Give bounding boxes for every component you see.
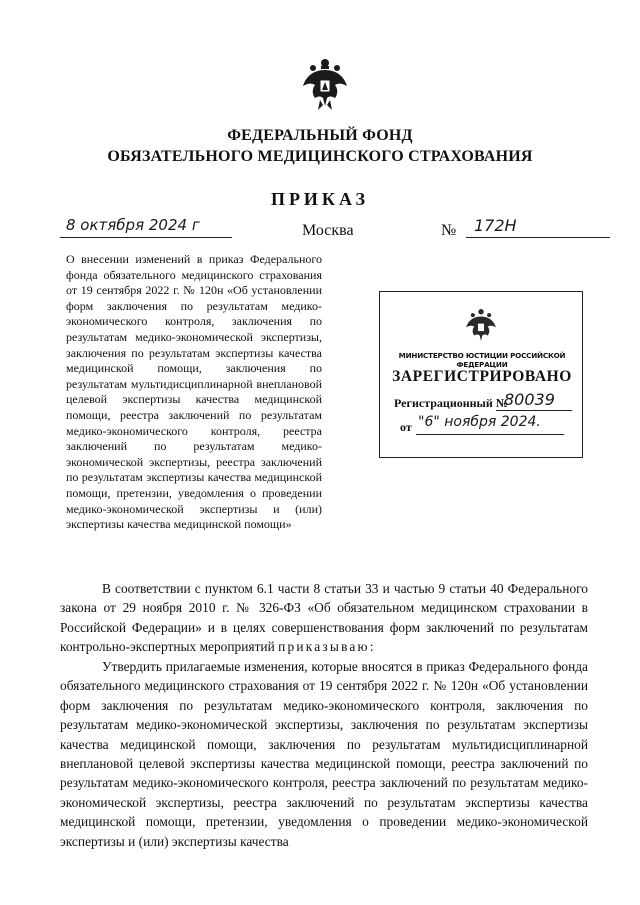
- stamp-eagle-emblem-icon: [464, 307, 498, 345]
- number-sign: №: [441, 222, 457, 239]
- stamp-date-underline: [416, 434, 564, 435]
- stamp-ministry-name: МИНИСТЕРСТВО ЮСТИЦИИ РОССИЙСКОЙ ФЕДЕРАЦИИ: [398, 351, 566, 369]
- double-headed-eagle-emblem-icon: [300, 56, 350, 112]
- order-number-handwritten: 172Н: [474, 216, 517, 235]
- stamp-registration-number: 80039: [504, 390, 555, 409]
- org-name-line2: ОБЯЗАТЕЛЬНОГО МЕДИЦИНСКОГО СТРАХОВАНИЯ: [107, 148, 533, 165]
- body-paragraph-1: [60, 579, 588, 657]
- date-underline: [60, 237, 232, 238]
- document-type-title: ПРИКАЗ: [270, 189, 370, 209]
- stamp-registration-date: "6" ноября 2024.: [418, 414, 541, 430]
- stamp-registered-label: ЗАРЕГИСТРИРОВАНО: [392, 368, 572, 385]
- preamble-text: В соответствии с пунктом 6.1 части 8 статьи 33 и частью 9 статьи 40 Федерального закона от 29 ноября 2010 г. № 326-ФЗ «Об обязательном медицинском страховании в Российской Федерации» и в целях совершенствования форм заключений по результатам контрольно-экспертных мероприятий: [60, 581, 588, 655]
- stamp-date-label: от: [400, 420, 412, 434]
- stamp-number-underline: [496, 410, 572, 411]
- order-date-handwritten: 8 октября 2024 г: [66, 216, 200, 234]
- stamp-registration-number-label: Регистрационный №: [394, 396, 508, 410]
- registration-stamp: [379, 291, 583, 458]
- number-underline: [466, 237, 610, 238]
- order-city: Москва: [302, 222, 354, 239]
- body-paragraph-2: Утвердить прилагаемые изменения, которые вносятся в приказ Федерального фонда обязательного медицинского страхования от 19 сентября 2022 г. № 120н «Об установлении форм заключения по результатам медико-экономического контроля, заключения по результатам медико-экономической экспертизы, заключения по результатам экспертизы качества медицинской помощи, заключения по результатам мультидисциплинарной внеплановой целевой экспертизы качества медицинской помощи, реестра заключений по результатам медико-экономического контроля, реестра заключений по результатам медико-экономической экспертизы, реестра заключений по результатам экспертизы качества медицинской помощи, претензии, уведомления о проведении медико-экономической экспертизы и (или) экспертизы качества: [60, 659, 588, 849]
- org-name-line1: ФЕДЕРАЛЬНЫЙ ФОНД: [227, 127, 413, 144]
- order-directive: приказываю:: [278, 639, 376, 655]
- order-subject: О внесении изменений в приказ Федерального фонда обязательного медицинского страхования от 19 сентября 2022 г. № 120н «Об установлении форм заключения по результатам медико-экономического контроля, заключения по результатам медико-экономической экспертизы, заключения по результатам экспертизы качества медицинской помощи, заключения по результатам мультидисциплинарной внеплановой целевой экспертизы качества медицинской помощи, реестра заключений по результатам медико-экономического контроля, реестра заключений по результатам медико-экономической экспертизы, реестра заключений по результатам экспертизы качества медицинской помощи, претензии, уведомления о проведении медико-экономической экспертизы и (или) экспертизы качества медицинской помощи»: [66, 252, 322, 532]
